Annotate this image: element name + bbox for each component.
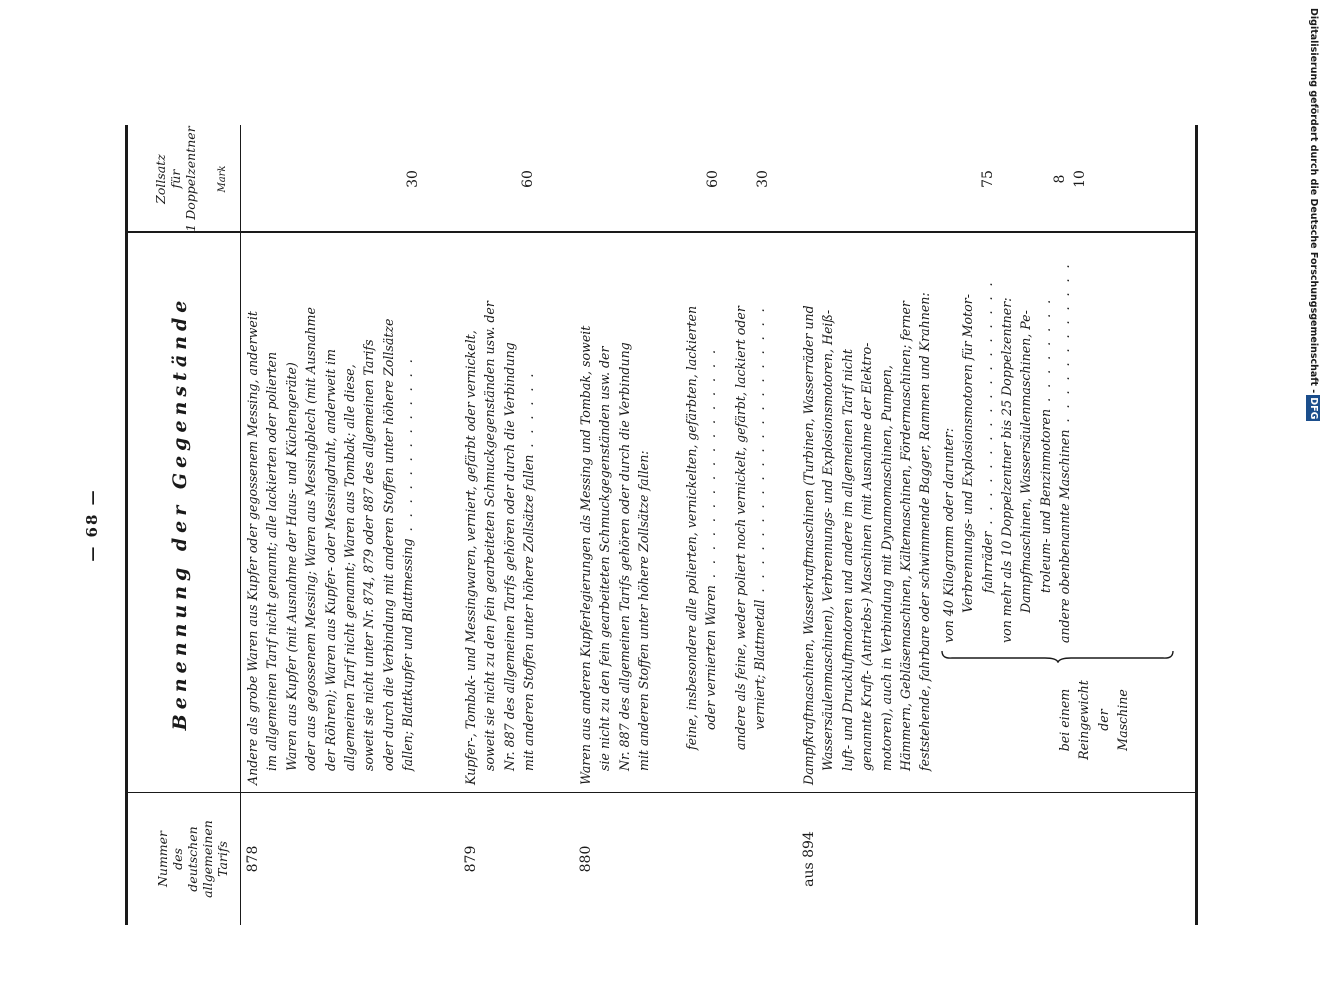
tariff-number-894: aus 894 [801,831,817,887]
bottom-rule [1195,125,1198,925]
weight-tier-2: von mehr als 10 Doppelzentner bis 25 Doppelzentner: Dampfmaschinen, Wassersäulenmaschinen, Pe- troleum- und Benzinmotoren . . . . . . . . andere obenbenannte Maschinen . . . . . . . . . . . . [999,261,1073,643]
tariff-number-878: 878 [245,845,261,873]
tariff-number-880: 880 [578,845,594,873]
digitization-credit: Digitalisierung gefördert durch die Deutsche Forschungsgemeinschaft -DFG [1308,8,1319,420]
header-rate-unit: Mark [217,165,228,193]
rate-880-sub1: 60 [705,170,721,188]
description-880-sub2: andere als feine, weder poliert noch vernickelt, gefärbt, lackiert oder verniert; Blattmetall . . . . . . . . . . . . . . . . . . . . . [733,305,768,750]
brace-icon [940,649,1175,663]
description-879: Kupfer-, Tombak- und Messingwaren, verniert, gefärbt oder vernickelt, soweit sie nicht zu den fein gearbeiteten Schmuckgegenständen usw. der Nr. 887 des allgemeinen Tarifs gehören oder durch die Verbindung mit anderen Stoffen unter höhere Zollsätze fallen . . . . . . [463,301,537,785]
description-878: Andere als grobe Waren aus Kupfer oder gegossenem Messing, anderweit im allgemeinen Tarif nicht genannt; alle lackierten oder polierten Waren aus Kupfer (mit Ausnahme der Haus- und Küchengeräte) oder aus gegossenem Messing; Waren aus Messingblech (mit Ausnahme der Röhren); Waren aus Kupfer- oder Messingdraht, anderweit im allgemeinen Tarif nicht genannt; Waren aus Tombak; alle diese, soweit sie nicht unter Nr. 874, 879 oder 887 des allgemeinen Tarifs oder durch die Verbindung mit anderen Stoffen unter höhere Zollsätze fallen; Blattkupfer und Blattmessing . . . . . . . . . . . . . [245,307,416,785]
dfg-logo: DFG [1308,397,1319,420]
col-divider-1 [125,792,1195,793]
rate-894-tier2a: 8 [1052,174,1068,184]
header-number-column: Nummer des deutschen allgemeinen Tarifs [155,820,230,898]
top-rule [125,125,128,925]
rotated-page [55,125,1205,925]
description-880: Waren aus anderen Kupferlegierungen als Messing und Tombak, soweit sie nicht zu den fein gearbeiteten Schmuckgegenständen usw. der Nr. 887 des allgemeinen Tarifs gehören oder durch die Verbindung mit anderen Stoffen unter höhere Zollsätze fallen: [578,325,652,785]
rate-879: 60 [520,170,536,188]
page-number: — 68 — [83,488,101,562]
description-894: Dampfkraftmaschinen, Wasserkraftmaschinen (Turbinen, Wasserräder und Wassersäulenmaschinen), Verbrennungs- und Explosionsmotoren, Heiß- luft- und Druckluftmotoren und andere im allgemeinen Tarif nicht genannte Kraft- (Antriebs-) Maschinen (mit Ausnahme der Elektro- motoren), auch in Verbindung mit Dynamomaschinen, Pumpen, Hämmern, Gebläsemaschinen, Kältemaschinen, Fördermaschinen; ferner feststehende, fahrbare oder schwimmende Bagger, Rammen und Krahnen: [801,292,933,785]
tariff-number-879: 879 [463,845,479,873]
rate-894-tier2b: 10 [1072,170,1088,188]
header-rule [240,125,241,925]
weight-label: bei einem Reingewicht der Maschine [1057,680,1131,760]
weight-tier-1: von 40 Kilogramm oder darunter: Verbrennungs- und Explosionsmotoren für Motor- fahrräder . . . . . . . . . . . . . . . . . . [941,279,995,643]
description-880-sub1: feine, insbesondere alle polierten, vernickelten, gefärbten, lackierten oder vernierten Waren . . . . . . . . . . . . . . . . . [684,305,719,750]
rate-878: 30 [405,170,421,188]
col-divider-2 [125,231,1195,233]
rate-880-sub2: 30 [755,170,771,188]
rate-894-tier1: 75 [980,170,996,188]
header-rate-column: Zollsatz für 1 Doppelzentner [153,126,198,232]
header-description-column: Benennung der Gegenstände [169,295,191,731]
